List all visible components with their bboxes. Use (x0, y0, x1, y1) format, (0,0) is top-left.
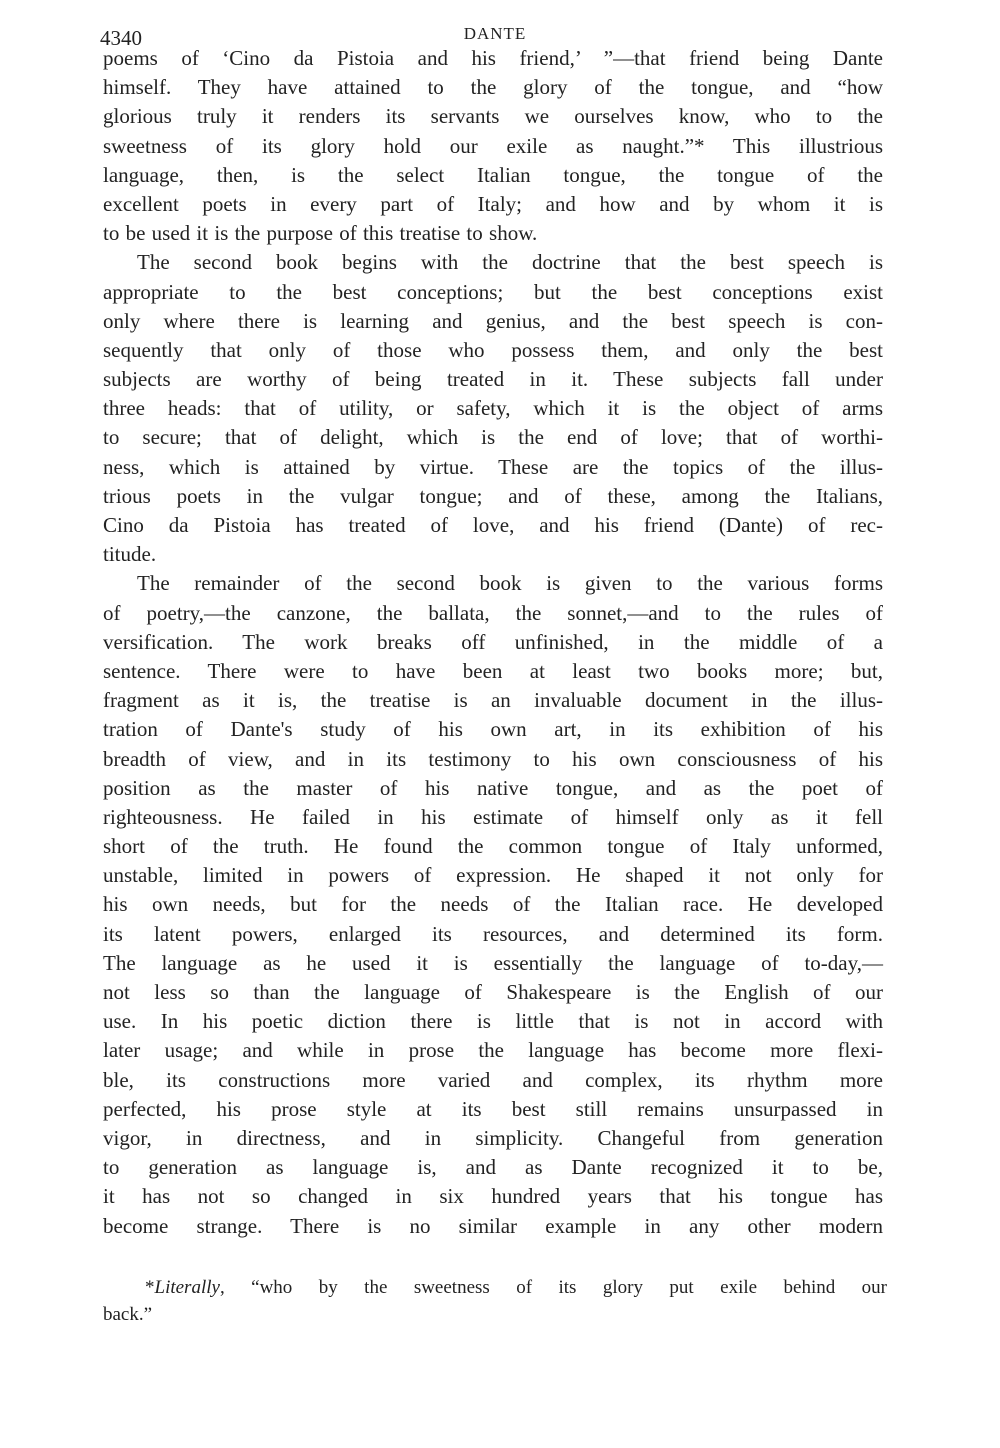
text-line: Cino da Pistoia has treated of love, and his friend (Dante) of rec- (103, 513, 883, 537)
text-line: himself. They have attained to the glory of the tongue, and “how (103, 75, 883, 100)
footnote-line: back.” (103, 1304, 153, 1325)
text-line: sequently that only of those who possess them, and only the best (103, 337, 883, 362)
footnote-italic: Literally (154, 1277, 220, 1298)
paragraph (103, 569, 883, 1240)
text-line: titude. (103, 542, 157, 567)
text-line: glorious truly it renders its servants we ourselves know, who to the (103, 104, 883, 129)
footnote-line (103, 1274, 887, 1301)
text-line: his own needs, but for the needs of the Italian race. He developed (103, 892, 883, 917)
text-line: three heads: that of utility, or safety, which it is the object of arms (103, 396, 883, 421)
text-line: breadth of view, and in its testimony to his own consciousness of his (103, 746, 883, 771)
text-line: trious poets in the vulgar tongue; and of these, among the Italians, (103, 483, 883, 508)
text-line: its latent powers, enlarged its resources, and determined its form. (103, 921, 883, 946)
text-line: versification. The work breaks off unfinished, in the middle of a (103, 629, 883, 654)
text-line: language, then, is the select Italian tongue, the tongue of the (103, 162, 883, 187)
text-line: to be used it is the purpose of this treatise to show. (103, 221, 538, 246)
text-line: later usage; and while in prose the language has become more flexi- (103, 1038, 883, 1063)
text-line: righteousness. He failed in his estimate of himself only as it fell (103, 804, 883, 829)
text-line: ble, its constructions more varied and complex, its rhythm more (103, 1067, 883, 1092)
text-line: only where there is learning and genius, and the best speech is con- (103, 308, 883, 333)
text-line: to secure; that of delight, which is the end of love; that of worthi- (103, 425, 883, 450)
text-line: sweetness of its glory hold our exile as naught.”* This illustrious (103, 133, 883, 158)
text-line: perfected, his prose style at its best still remains unsurpassed in (103, 1096, 883, 1121)
footnote-marker: * (145, 1277, 155, 1298)
text-line: it has not so changed in six hundred years that his tongue has (103, 1184, 883, 1209)
text-line: ness, which is attained by virtue. These are the topics of the illus- (103, 454, 883, 479)
text-line: The remainder of the second book is given to the various forms (137, 571, 883, 596)
text-line: The language as he used it is essentially the language of to-day,— (103, 950, 883, 975)
text-line: The second book begins with the doctrine that the best speech is (137, 250, 883, 275)
footnote-text: , “who by the sweetness of its glory put exile behind our (219, 1277, 887, 1298)
paragraph (103, 44, 883, 248)
text-line: not less so than the language of Shakespeare is the English of our (103, 980, 883, 1004)
text-line: subjects are worthy of being treated in it. These subjects fall under (103, 367, 883, 392)
text-line: tration of Dante's study of his own art, in its exhibition of his (103, 717, 883, 742)
text-line: sentence. There were to have been at least two books more; but, (103, 658, 883, 683)
text-line: become strange. There is no similar example in any other modern (103, 1213, 883, 1238)
text-line: appropriate to the best conceptions; but the best conceptions exist (103, 279, 883, 304)
text-line: excellent poets in every part of Italy; and how and by whom it is (103, 191, 883, 216)
running-title: DANTE (463, 24, 527, 43)
text-line: position as the master of his native tongue, and as the poet of (103, 775, 883, 800)
text-line: to generation as language is, and as Dante recognized it to be, (103, 1155, 883, 1180)
text-line: short of the truth. He found the common tongue of Italy unformed, (103, 834, 883, 859)
text-line: vigor, in directness, and in simplicity. Changeful from generation (103, 1125, 883, 1150)
body-text (103, 44, 883, 1241)
paragraph (103, 248, 883, 569)
page-number: 4340 (100, 26, 142, 50)
text-line: use. In his poetic diction there is little that is not in accord with (103, 1009, 883, 1034)
text-line: unstable, limited in powers of expression. He shaped it not only for (103, 863, 883, 888)
text-line: of poetry,—the canzone, the ballata, the sonnet,—and to the rules of (103, 600, 883, 625)
text-line: poems of ‘Cino da Pistoia and his friend,’ ”—that friend being Dante (103, 46, 883, 70)
footnote (103, 1274, 887, 1328)
text-line: fragment as it is, the treatise is an invaluable document in the illus- (103, 688, 883, 713)
